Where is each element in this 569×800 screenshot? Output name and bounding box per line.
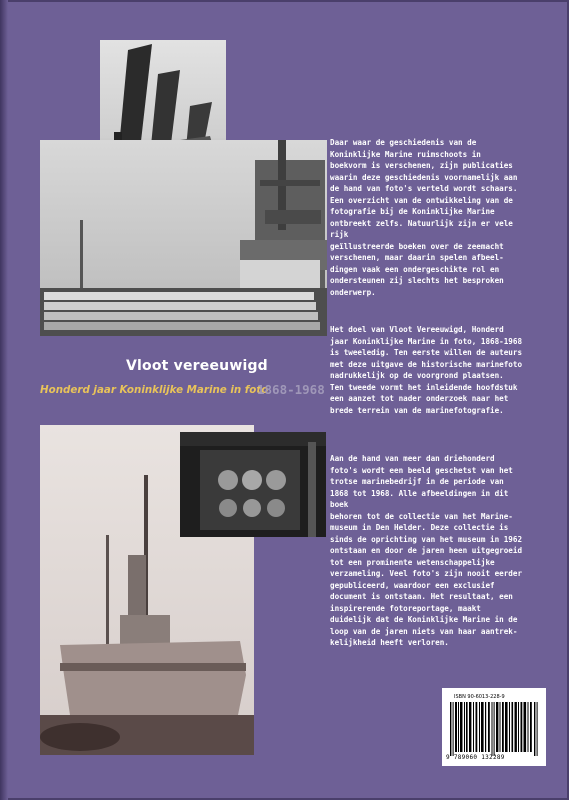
isbn-label: ISBN 90-6013-228-9 bbox=[454, 694, 505, 700]
spine-shadow bbox=[0, 0, 8, 800]
intro-paragraph-2: Het doel van Vloot Vereeuwigd, Honderd jaar Koninklijke Marine in foto, 1868-1968 is tweeledig. Ten eerste willen de auteurs met deze uitgave de historische marinefoto nadrukkelijk op de voorgrond plaatsen. Ten tweede vormt het inleidende hoofdstuk een aanzet tot nader onderzoek naar het brede terrein van de marinefotografie. bbox=[330, 325, 523, 415]
isbn-barcode-box bbox=[442, 688, 546, 766]
barcode-icon bbox=[450, 702, 538, 756]
engine-room-photo bbox=[180, 432, 326, 537]
carrier-crew-photo bbox=[40, 140, 327, 336]
book-subtitle: Honderd jaar Koninklijke Marine in foto bbox=[40, 384, 269, 396]
intro-paragraph-3: Aan de hand van meer dan driehonderd foto's wordt een beeld geschetst van het trotse marinebedrijf in de periode van 1868 tot 1968. Alle afbeeldingen in dit boek behoren tot de collectie van het Marine- museum in Den Helder. Deze collectie is sinds de oprichting van het museum in 1962 ontstaan en door de jaren heen uitgegroeid tot een prominente wetenschappelijke verzameling. Veel foto's zijn nooit eerder gepubliceerd, waardoor een exclusief document is ontstaan. Het resultaat, een inspirerende fotoreportage, maakt duidelijk dat de Koninklijke Marine in de loop van de jaren niets van haar aantrek- kelijkheid heeft verloren. bbox=[330, 454, 523, 647]
book-title: Vloot vereeuwigd bbox=[126, 358, 268, 374]
book-years: 1868-1968 bbox=[257, 382, 325, 397]
intro-paragraph-1: Daar waar de geschiedenis van de Koninklijke Marine ruimschoots in boekvorm is verschenen, zijn publicaties waarin deze geschiedenis voornamelijk aan de hand van foto's verteld wordt schaars. Een overzicht van de ontwikkeling van de fotografie bij de Koninklijke Marine ontbreekt zelfs. Natuurlijk zijn er vele rijk geïllustreerde boeken over de zeemacht verschenen, maar daarin spelen afbeel- dingen vaak een ondergeschikte rol en ondersteunen zij slechts het besproken onderwerp. bbox=[330, 138, 518, 297]
barcode-number: 9 789060 132289 bbox=[446, 754, 505, 761]
